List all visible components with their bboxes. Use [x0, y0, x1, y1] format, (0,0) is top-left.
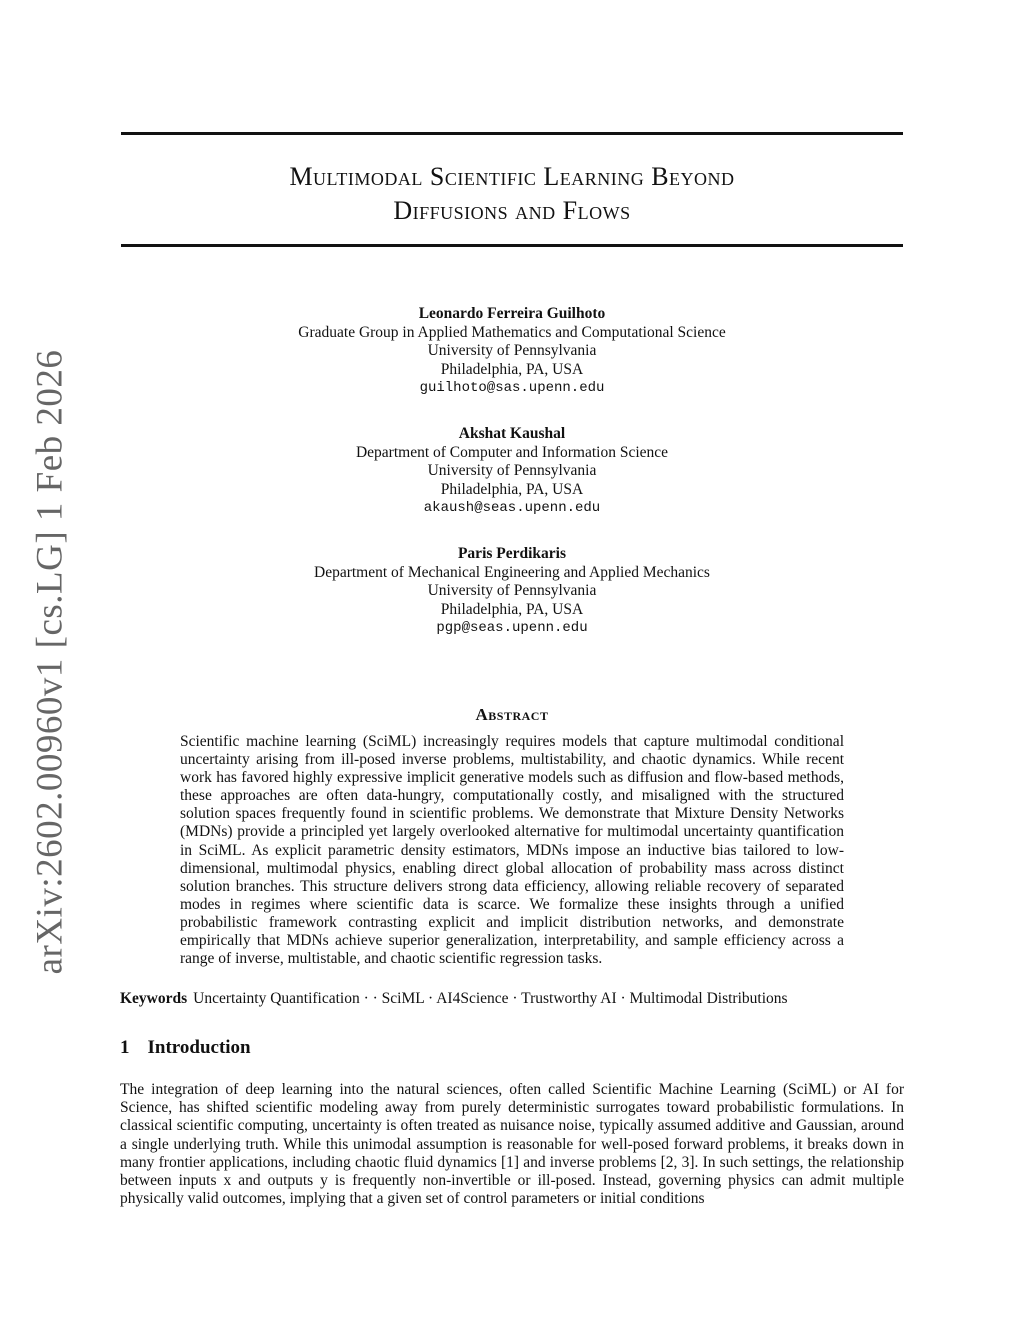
title-line-2: Diffusions and Flows	[393, 196, 631, 225]
keywords-label: Keywords	[120, 990, 188, 1007]
author-name: Akshat Kaushal	[458, 425, 566, 442]
author-email[interactable]: pgp@seas.upenn.edu	[436, 620, 588, 636]
title-line-1: Multimodal Scientific Learning Beyond	[289, 162, 735, 191]
title-rule-top	[121, 132, 903, 135]
author-email[interactable]: guilhoto@sas.upenn.edu	[419, 380, 605, 396]
abstract-heading: Abstract	[475, 705, 549, 724]
author-location: Philadelphia, PA, USA	[440, 360, 584, 378]
abstract-text: Scientific machine learning (SciML) increasingly requires models that capture multimodal conditional uncertainty arising from ill-posed inverse problems, multistability, and chaotic dynamics. While recent work has favored highly expressive implicit generative models such as diffusion and flow-based methods, these approaches are often data-hungry, computationally costly, and misaligned with the structured solution spaces frequently found in scientific problems. We demonstrate that Mixture Density Networks (MDNs) provide a principled yet largely overlooked alternative for multimodal uncertainty quantification in SciML. As explicit parametric density estimators, MDNs impose an inductive bias tailored to low-dimensional, multimodal physics, enabling direct global allocation of probability mass across distinct solution branches. This structure delivers strong data efficiency, allowing reliable recovery of separated modes in regimes where scientific data is scarce. We formalize these insights through a unified probabilistic framework contrasting explicit and implicit distribution networks, and demonstrate empirically that MDNs achieve superior generalization, interpretability, and sample efficiency across a range of inverse, multistable, and chaotic scientific regression tasks.	[180, 733, 844, 968]
keywords-line	[120, 990, 904, 1008]
author-block-3	[121, 545, 903, 638]
author-location: Philadelphia, PA, USA	[440, 600, 584, 618]
author-affiliation: Department of Computer and Information Science	[355, 443, 669, 461]
paper-title	[121, 160, 903, 228]
author-block-2	[121, 425, 903, 518]
author-email[interactable]: akaush@seas.upenn.edu	[423, 500, 601, 516]
author-location: Philadelphia, PA, USA	[440, 480, 584, 498]
section-heading	[120, 1037, 251, 1059]
author-university: University of Pennsylvania	[427, 582, 597, 599]
keywords-text: Uncertainty Quantification · · SciML · AI4Science · Trustworthy AI · Multimodal Distributions	[193, 990, 788, 1007]
author-university: University of Pennsylvania	[427, 342, 597, 359]
introduction-paragraph: The integration of deep learning into the natural sciences, often called Scientific Machine Learning (SciML) or AI for Science, has shifted scientific modeling away from purely deterministic surrogates toward probabilistic formulations. In classical scientific computing, uncertainty is often treated as nuisance noise, typically assumed additive and Gaussian, around a single underlying truth. While this unimodal assumption is reasonable for well-posed forward problems, it breaks down in many frontier applications, including chaotic fluid dynamics [1] and inverse problems [2, 3]. In such settings, the relationship between inputs x and outputs y is frequently non-invertible or ill-posed. Instead, governing physics can admit multiple physically valid outcomes, implying that a given set of control parameters or initial conditions	[120, 1081, 904, 1208]
author-block-1	[121, 305, 903, 398]
author-name: Leonardo Ferreira Guilhoto	[418, 305, 606, 322]
author-name: Paris Perdikaris	[457, 545, 567, 562]
section-number: 1	[120, 1037, 130, 1058]
title-rule-bottom	[121, 244, 903, 247]
arxiv-stamp: arXiv:2602.00960v1 [cs.LG] 1 Feb 2026	[29, 349, 71, 975]
author-university: University of Pennsylvania	[427, 462, 597, 479]
author-affiliation: Graduate Group in Applied Mathematics and Computational Science	[298, 323, 726, 341]
author-affiliation: Department of Mechanical Engineering and Applied Mechanics	[314, 563, 710, 581]
section-title: Introduction	[147, 1037, 251, 1058]
